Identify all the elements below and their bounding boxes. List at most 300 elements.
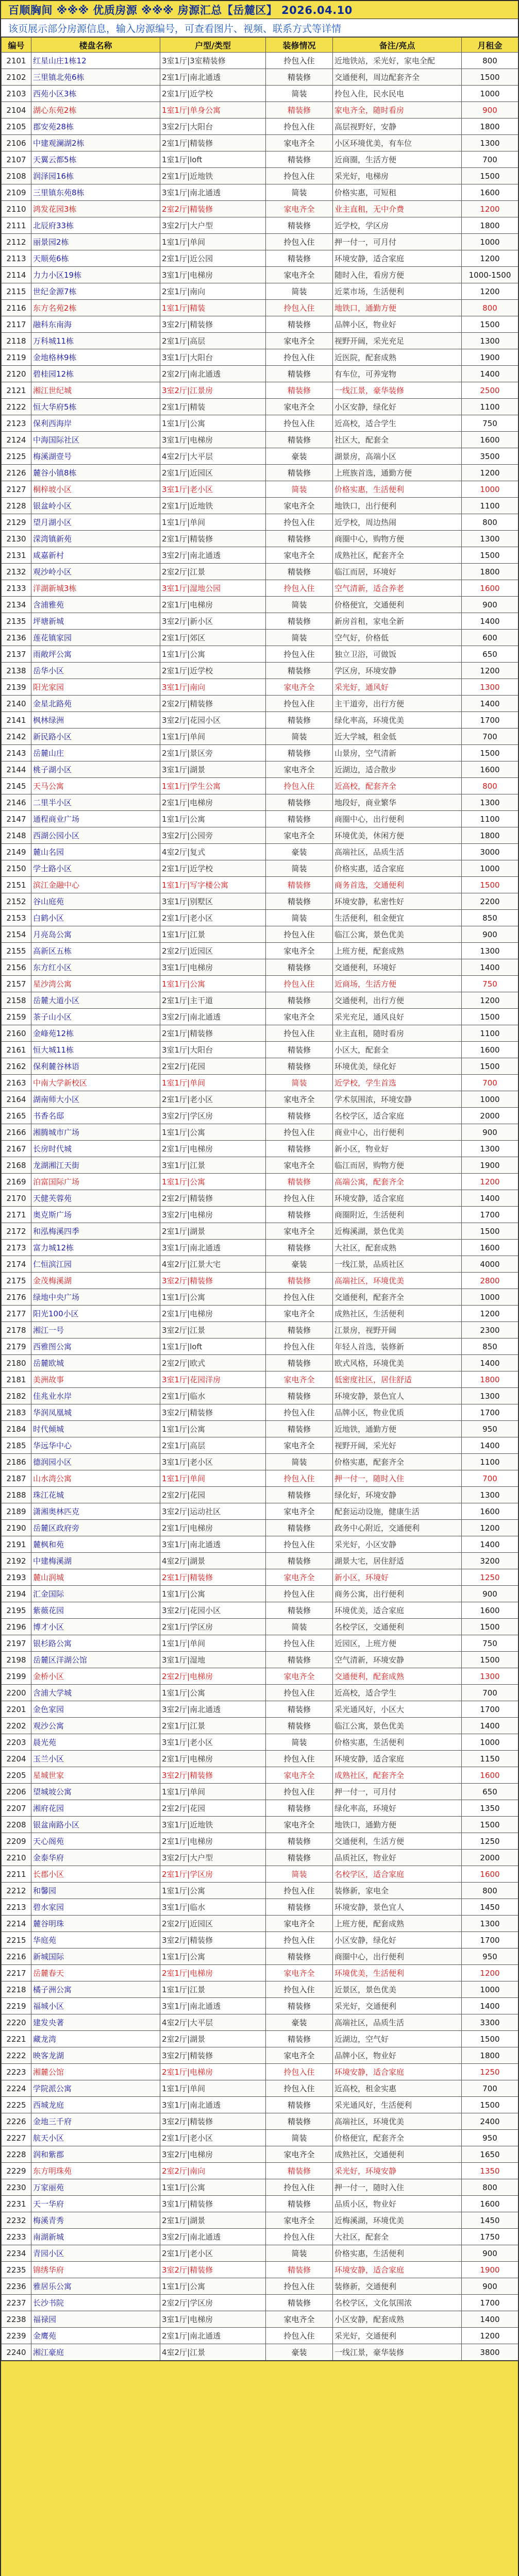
listing-number: 2227: [2, 2130, 31, 2146]
listing-price: 750: [462, 415, 518, 432]
listing-name: 枫林绿洲: [31, 712, 160, 728]
listing-status: 精装修: [266, 1388, 333, 1404]
table-row[interactable]: [2, 1256, 518, 1273]
listing-type: 1室1厅|公寓: [160, 1174, 266, 1190]
listing-number: 2131: [2, 547, 31, 564]
listing-type: 3室1厅|南北通透: [160, 184, 266, 201]
table-row[interactable]: [2, 2295, 518, 2311]
table-row[interactable]: [2, 481, 518, 498]
table-row[interactable]: [2, 1009, 518, 1025]
table-row[interactable]: [2, 349, 518, 366]
table-row[interactable]: [2, 1058, 518, 1075]
listing-price: 1800: [462, 564, 518, 580]
listing-number: 2163: [2, 1075, 31, 1091]
listing-number: 2157: [2, 976, 31, 992]
table-row[interactable]: [2, 564, 518, 580]
listing-note: 成熟社区，交通便利: [333, 2146, 462, 2163]
table-row[interactable]: [2, 1701, 518, 1718]
listing-number: 2141: [2, 712, 31, 728]
table-row[interactable]: [2, 2130, 518, 2146]
table-row[interactable]: [2, 1190, 518, 1207]
listing-status: 家电齐全: [266, 827, 333, 844]
listing-name: 湘江世纪城: [31, 382, 160, 399]
table-row[interactable]: [2, 1487, 518, 1503]
table-row[interactable]: [2, 646, 518, 663]
listing-status: 家电齐全: [266, 2146, 333, 2163]
listing-number: 2204: [2, 1751, 31, 1767]
listing-note: 欧式风格，环境优美: [333, 1355, 462, 1371]
table-row[interactable]: [2, 827, 518, 844]
listing-note: 高端社区，品质生活: [333, 844, 462, 860]
listing-price: 1150: [462, 1751, 518, 1767]
table-row[interactable]: [2, 2278, 518, 2295]
listing-note: 地铁口，通勤方便: [333, 300, 462, 316]
listing-number: 2215: [2, 1932, 31, 1948]
table-row[interactable]: [2, 1454, 518, 1470]
listing-note: 大社区，配套成熟: [333, 1240, 462, 1256]
listing-price: 3000: [462, 844, 518, 860]
listing-number: 2189: [2, 1503, 31, 1520]
listing-price: 1300: [462, 531, 518, 547]
table-row[interactable]: [2, 663, 518, 679]
table-row[interactable]: [2, 1124, 518, 1141]
table-row[interactable]: [2, 1223, 518, 1240]
listing-number: 2174: [2, 1256, 31, 1273]
listing-status: 拎包入住: [266, 1124, 333, 1141]
table-row[interactable]: [2, 1108, 518, 1124]
listing-note: 业主直租，无中介费: [333, 201, 462, 217]
listing-note: 临江公寓，景色优美: [333, 1718, 462, 1734]
listing-name: 金泰华府: [31, 1850, 160, 1866]
listing-number: 2119: [2, 349, 31, 366]
listing-note: 一线江景，品质社区: [333, 1256, 462, 1273]
listing-note: 近医院，配套成熟: [333, 349, 462, 366]
listing-status: 拎包入住: [266, 1536, 333, 1553]
table-row[interactable]: [2, 1207, 518, 1223]
table-row[interactable]: [2, 613, 518, 630]
table-row[interactable]: [2, 1520, 518, 1536]
listing-price: 1500: [462, 1223, 518, 1240]
listing-note: 湖景房，高端小区: [333, 448, 462, 465]
listing-name: 中建观澜湖2栋: [31, 135, 160, 151]
table-row[interactable]: [2, 1850, 518, 1866]
listing-note: 商圈中心，购物方便: [333, 531, 462, 547]
table-row[interactable]: [2, 1273, 518, 1289]
table-row[interactable]: [2, 1157, 518, 1174]
listing-name: 高新区五栋: [31, 943, 160, 959]
table-row[interactable]: [2, 2163, 518, 2179]
listing-number: 2175: [2, 1273, 31, 1289]
table-row[interactable]: [2, 2229, 518, 2245]
listing-number: 2190: [2, 1520, 31, 1536]
listing-note: 学区房，环境安静: [333, 663, 462, 679]
table-row[interactable]: [2, 234, 518, 250]
table-row[interactable]: [2, 679, 518, 696]
listing-type: 1室1厅|公寓: [160, 1948, 266, 1965]
table-row[interactable]: [2, 382, 518, 399]
listing-status: 拎包入住: [266, 1338, 333, 1355]
listing-number: 2151: [2, 877, 31, 893]
table-row[interactable]: [2, 877, 518, 893]
listing-type: 3室1厅|湖景: [160, 761, 266, 778]
table-row[interactable]: [2, 1948, 518, 1965]
listing-note: 近商圈，生活方便: [333, 151, 462, 168]
listing-note: 品质社区，物业好: [333, 1850, 462, 1866]
listing-note: 一线江景，豪华装修: [333, 2344, 462, 2361]
listing-status: 豪装: [266, 448, 333, 465]
table-row[interactable]: [2, 2262, 518, 2278]
listing-price: 4000: [462, 1256, 518, 1273]
listing-price: 800: [462, 300, 518, 316]
table-row[interactable]: [2, 778, 518, 794]
table-row[interactable]: [2, 1833, 518, 1850]
table-row[interactable]: [2, 745, 518, 761]
listing-name: 玉兰小区: [31, 1751, 160, 1767]
listing-name: 仁恒滨江园: [31, 1256, 160, 1273]
table-row[interactable]: [2, 1141, 518, 1157]
table-row[interactable]: [2, 1685, 518, 1701]
listing-note: 近梅溪湖，环境优美: [333, 2212, 462, 2229]
table-row[interactable]: [2, 300, 518, 316]
table-row[interactable]: [2, 2245, 518, 2262]
listing-price: 800: [462, 514, 518, 531]
table-row[interactable]: [2, 118, 518, 135]
listing-status: 精装修: [266, 663, 333, 679]
table-row[interactable]: [2, 201, 518, 217]
table-row[interactable]: [2, 415, 518, 432]
listing-price: 1500: [462, 1652, 518, 1668]
table-row[interactable]: [2, 1338, 518, 1355]
listing-type: 1室1厅|单间: [160, 514, 266, 531]
listing-note: 商务公寓，出行便利: [333, 1586, 462, 1602]
table-row[interactable]: [2, 1322, 518, 1338]
listing-type: 3室1厅|南北通透: [160, 1536, 266, 1553]
listing-note: 近大学城，租金低: [333, 728, 462, 745]
listing-status: 精装修: [266, 1174, 333, 1190]
listing-price: 1300: [462, 794, 518, 811]
listing-status: 精装修: [266, 1701, 333, 1718]
table-row[interactable]: [2, 547, 518, 564]
table-row[interactable]: [2, 1866, 518, 1883]
listing-status: 精装修: [266, 1948, 333, 1965]
listing-status: 拎包入住: [266, 1784, 333, 1800]
table-row[interactable]: [2, 1635, 518, 1652]
table-row[interactable]: [2, 86, 518, 102]
table-row[interactable]: [2, 1470, 518, 1487]
listing-note: 一线江景，豪华装修: [333, 382, 462, 399]
table-row[interactable]: [2, 1734, 518, 1751]
listing-price: 1300: [462, 1916, 518, 1932]
listing-status: 精装修: [266, 2262, 333, 2278]
listing-type: 2室1厅|精装: [160, 399, 266, 415]
table-row[interactable]: [2, 926, 518, 943]
table-row[interactable]: [2, 1602, 518, 1619]
table-row[interactable]: [2, 283, 518, 300]
table-row[interactable]: [2, 2212, 518, 2229]
listing-price: 1300: [462, 1388, 518, 1404]
table-row[interactable]: [2, 1932, 518, 1948]
listing-price: 1600: [462, 1866, 518, 1883]
listing-price: 1750: [462, 2229, 518, 2245]
table-row[interactable]: [2, 217, 518, 234]
table-row[interactable]: [2, 910, 518, 926]
table-row[interactable]: [2, 1025, 518, 1042]
table-row[interactable]: [2, 498, 518, 514]
table-row[interactable]: [2, 1091, 518, 1108]
table-row[interactable]: [2, 102, 518, 118]
table-row[interactable]: [2, 1075, 518, 1091]
listing-price: 1900: [462, 1157, 518, 1174]
table-row[interactable]: [2, 2047, 518, 2064]
table-row[interactable]: [2, 712, 518, 728]
table-row[interactable]: [2, 2328, 518, 2344]
listing-type: 2室2厅|精装修: [160, 1190, 266, 1207]
table-row[interactable]: [2, 514, 518, 531]
table-row[interactable]: [2, 1388, 518, 1404]
table-row[interactable]: [2, 1965, 518, 1981]
listing-number: 2122: [2, 399, 31, 415]
table-row[interactable]: [2, 2311, 518, 2328]
table-header-row: [2, 38, 518, 53]
table-row[interactable]: [2, 1553, 518, 1569]
table-row[interactable]: [2, 1421, 518, 1437]
table-row[interactable]: [2, 1751, 518, 1767]
listing-price: 650: [462, 1784, 518, 1800]
listing-name: 湘江豪庭: [31, 2344, 160, 2361]
table-row[interactable]: [2, 2080, 518, 2097]
table-row[interactable]: [2, 1619, 518, 1635]
table-row[interactable]: [2, 184, 518, 201]
table-row[interactable]: [2, 333, 518, 349]
table-row[interactable]: [2, 1503, 518, 1520]
listing-number: 2225: [2, 2097, 31, 2113]
listing-status: 家电齐全: [266, 1569, 333, 1586]
listing-price: 1600: [462, 1767, 518, 1784]
listing-name: 德润园小区: [31, 1454, 160, 1470]
table-row[interactable]: [2, 1586, 518, 1602]
listing-type: 3室1厅|老小区: [160, 1734, 266, 1751]
table-row[interactable]: [2, 728, 518, 745]
table-row[interactable]: [2, 531, 518, 547]
table-row[interactable]: [2, 399, 518, 415]
table-row[interactable]: [2, 53, 518, 69]
table-row[interactable]: [2, 465, 518, 481]
table-row[interactable]: [2, 1998, 518, 2014]
listing-price: 800: [462, 53, 518, 69]
table-row[interactable]: [2, 2064, 518, 2080]
table-row[interactable]: [2, 1652, 518, 1668]
listing-status: 家电齐全: [266, 333, 333, 349]
table-row[interactable]: [2, 2146, 518, 2163]
table-row[interactable]: [2, 1569, 518, 1586]
table-row[interactable]: [2, 1240, 518, 1256]
table-row[interactable]: [2, 1536, 518, 1553]
listing-price: 3800: [462, 2344, 518, 2361]
listing-note: 环境优美，休闲方便: [333, 827, 462, 844]
listing-status: 拎包入住: [266, 1883, 333, 1899]
listing-number: 2146: [2, 794, 31, 811]
listing-number: 2129: [2, 514, 31, 531]
listing-price: 1000: [462, 481, 518, 498]
listing-price: 1200: [462, 465, 518, 481]
table-row[interactable]: [2, 1355, 518, 1371]
listing-status: 豪装: [266, 2014, 333, 2031]
listing-status: 精装修: [266, 69, 333, 86]
listing-number: 2193: [2, 1569, 31, 1586]
listing-status: 拎包入住: [266, 2278, 333, 2295]
table-row[interactable]: [2, 844, 518, 860]
listing-name: 岳麓区洋湖公馆: [31, 1652, 160, 1668]
table-row[interactable]: [2, 151, 518, 168]
listing-name: 望月湖小区: [31, 514, 160, 531]
listing-number: 2178: [2, 1322, 31, 1338]
table-row[interactable]: [2, 2344, 518, 2361]
table-row[interactable]: [2, 1800, 518, 1817]
table-row[interactable]: [2, 1817, 518, 1833]
listing-price: 1200: [462, 1306, 518, 1322]
table-row[interactable]: [2, 267, 518, 283]
table-row[interactable]: [2, 135, 518, 151]
listing-price: 1450: [462, 1899, 518, 1916]
table-row[interactable]: [2, 1718, 518, 1734]
listing-type: 3室1厅|别墅区: [160, 893, 266, 910]
listing-name: 龙湖湘江天街: [31, 1157, 160, 1174]
table-row[interactable]: [2, 1899, 518, 1916]
listing-status: 家电齐全: [266, 679, 333, 696]
table-row[interactable]: [2, 366, 518, 382]
table-row[interactable]: [2, 1784, 518, 1800]
table-row[interactable]: [2, 1883, 518, 1899]
table-row[interactable]: [2, 432, 518, 448]
listing-number: 2172: [2, 1223, 31, 1240]
table-row[interactable]: [2, 2179, 518, 2196]
table-row[interactable]: [2, 316, 518, 333]
table-row[interactable]: [2, 580, 518, 597]
listing-name: 东方明珠苑: [31, 2163, 160, 2179]
table-row[interactable]: [2, 893, 518, 910]
listing-number: 2230: [2, 2179, 31, 2196]
table-row[interactable]: [2, 597, 518, 613]
table-row[interactable]: [2, 1404, 518, 1421]
listing-status: 精装修: [266, 745, 333, 761]
listing-name: 时代倾城: [31, 1421, 160, 1437]
table-row[interactable]: [2, 976, 518, 992]
listing-type: 2室1厅|高层: [160, 333, 266, 349]
listing-note: 绿化率高，环境优美: [333, 712, 462, 728]
column-header-type: 户型/类型: [160, 38, 266, 53]
listing-price: 1200: [462, 1174, 518, 1190]
table-row[interactable]: [2, 696, 518, 712]
listing-status: 精装修: [266, 2196, 333, 2212]
listing-note: 家电齐全，随时看房: [333, 102, 462, 118]
listing-number: 2171: [2, 1207, 31, 1223]
listing-status: 豪装: [266, 2344, 333, 2361]
listing-price: 1400: [462, 1718, 518, 1734]
table-row[interactable]: [2, 2031, 518, 2047]
table-row[interactable]: [2, 2113, 518, 2130]
listing-type: 2室2厅|学区房: [160, 2295, 266, 2311]
table-row[interactable]: [2, 1916, 518, 1932]
listing-type: 3室2厅|精装修: [160, 2262, 266, 2278]
table-row[interactable]: [2, 250, 518, 267]
listing-price: 1300: [462, 333, 518, 349]
listing-status: 家电齐全: [266, 547, 333, 564]
listing-note: 地铁口，通勤方便: [333, 1817, 462, 1833]
listing-note: 商圈中心，出行便利: [333, 1948, 462, 1965]
table-row[interactable]: [2, 992, 518, 1009]
listing-price: 1500: [462, 168, 518, 184]
listing-status: 拎包入住: [266, 696, 333, 712]
table-row[interactable]: [2, 1174, 518, 1190]
listing-number: 2123: [2, 415, 31, 432]
listing-status: 拎包入住: [266, 2328, 333, 2344]
listing-status: 拎包入住: [266, 1751, 333, 1767]
listing-price: 1800: [462, 827, 518, 844]
listing-note: 上班族首选，通勤方便: [333, 465, 462, 481]
table-row[interactable]: [2, 794, 518, 811]
listing-number: 2147: [2, 811, 31, 827]
table-row[interactable]: [2, 1306, 518, 1322]
listing-note: 高端社区，环境优美: [333, 1273, 462, 1289]
table-row[interactable]: [2, 1289, 518, 1306]
listing-type: 3室2厅|精装修: [160, 1767, 266, 1784]
table-row[interactable]: [2, 761, 518, 778]
listing-note: 年轻人首选，装修新: [333, 1338, 462, 1355]
listing-note: 上班方便，配套成熟: [333, 1916, 462, 1932]
table-row[interactable]: [2, 168, 518, 184]
table-row[interactable]: [2, 2014, 518, 2031]
listing-number: 2169: [2, 1174, 31, 1190]
listing-status: 家电齐全: [266, 1091, 333, 1108]
listing-type: 3室2厅|精装修: [160, 1404, 266, 1421]
table-row[interactable]: [2, 69, 518, 86]
listing-name: 华润凤凰城: [31, 1404, 160, 1421]
table-row[interactable]: [2, 1437, 518, 1454]
listing-status: 精装修: [266, 1207, 333, 1223]
listing-type: 3室1厅|南北通透: [160, 2097, 266, 2113]
listing-note: 采光好，电梯房: [333, 168, 462, 184]
table-row[interactable]: [2, 860, 518, 877]
listing-note: 交通便利，生活方便: [333, 1833, 462, 1850]
listing-price: 700: [462, 728, 518, 745]
table-row[interactable]: [2, 2097, 518, 2113]
listing-name: 湘腾城市广场: [31, 1124, 160, 1141]
table-row[interactable]: [2, 943, 518, 959]
listing-note: 小区安静，配套成熟: [333, 2311, 462, 2328]
table-row[interactable]: [2, 1371, 518, 1388]
table-row[interactable]: [2, 2196, 518, 2212]
listing-note: 商务首选，交通便利: [333, 877, 462, 893]
listing-note: 近景区，景色优美: [333, 1981, 462, 1998]
table-row[interactable]: [2, 1767, 518, 1784]
listing-status: 拎包入住: [266, 53, 333, 69]
listing-status: 拎包入住: [266, 2064, 333, 2080]
table-row[interactable]: [2, 630, 518, 646]
listing-number: 2214: [2, 1916, 31, 1932]
listing-number: 2149: [2, 844, 31, 860]
listing-number: 2115: [2, 283, 31, 300]
table-row[interactable]: [2, 1981, 518, 1998]
listing-price: 1400: [462, 1190, 518, 1207]
table-row[interactable]: [2, 1042, 518, 1058]
table-row[interactable]: [2, 1668, 518, 1685]
listing-status: 精装修: [266, 2113, 333, 2130]
table-row[interactable]: [2, 959, 518, 976]
listing-type: 3室1厅|近地铁: [160, 1817, 266, 1833]
table-row[interactable]: [2, 811, 518, 827]
table-row[interactable]: [2, 448, 518, 465]
listing-type: 2室1厅|近学校: [160, 860, 266, 877]
